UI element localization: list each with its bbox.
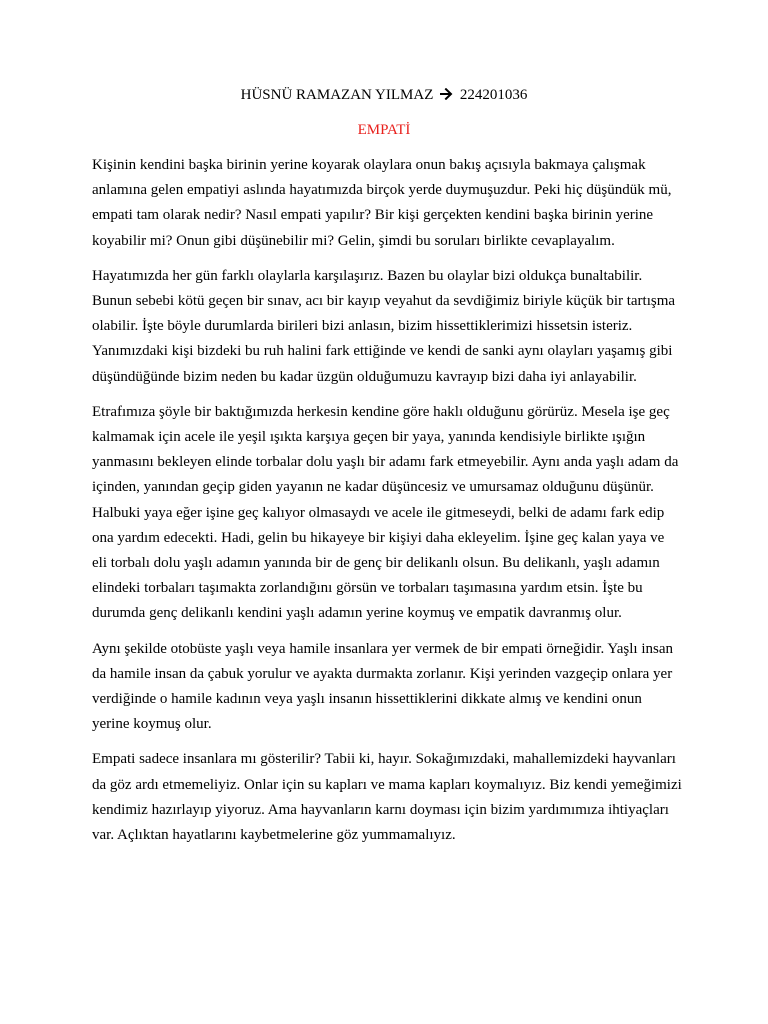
paragraph-1: Kişinin kendini başka birinin yerine koyarak olaylara onun bakış açısıyla bakmaya çalışmak anlamına gelen empatiyi aslında hayatımızda birçok yerde duymuşuzdur. Peki hiç düşündük mü, empati tam olarak nedir? Nasıl empati yapılır? Bir kişi gerçekten kendini başka birinin yerine koyabilir mi? Onun gibi düşünebilir mi? Gelin, şimdi bu soruları birlikte cevaplayalım.: [92, 157, 672, 249]
right-arrow-icon: [440, 85, 453, 105]
student-number: 224201036: [459, 87, 528, 103]
author-line: [0, 85, 768, 105]
document-body: [92, 153, 682, 858]
paragraph-2: Hayatımızda her gün farklı olaylarla karşılaşırız. Bazen bu olaylar bizi oldukça bunaltabilir. Bunun sebebi kötü geçen bir sınav, acı bir kayıp veyahut da sevdiğimiz biriyle küçük bir tartışma olabilir. İşte böyle durumlarda birileri bizi anlasın, bizim hissettiklerimizi hissetsin isteriz. Yanımızdaki kişi bizdeki bu ruh halini fark ettiğinde ve kendi de sanki aynı olayları yaşamış gibi düşündüğünde bizim neden bu kadar üzgün olduğumuzu kavrayıp bizi daha iyi anlayabilir.: [92, 267, 676, 385]
paragraph-5: Empati sadece insanlara mı gösterilir? Tabii ki, hayır. Sokağımızdaki, mahallemizdeki hayvanları da göz ardı etmemeliyiz. Onlar için su kapları ve mama kapları koymalıyız. Biz kendi yemeğimizi kendimiz hazırlayıp yiyoruz. Ama hayvanların karnı doyması için bizim yardımımıza ihtiyaçları var. Açlıktan hayatlarını kaybetmelerine göz yummamalıyız.: [92, 751, 682, 844]
paragraph-3: Etrafımıza şöyle bir baktığımızda herkesin kendine göre haklı olduğunu görürüz. Mesela işe geç kalmamak için acele ile yeşil ışıkta karşıya geçen bir yaya, yanında kendisiyle birlikte ışığın yanmasını bekleyen elinde torbalar dolu yaşlı bir adamı fark etmeyebilir. Aynı anda yaşlı adam da içinden, yanından geçip giden yayanın ne kadar düşüncesiz ve umursamaz olduğunu düşünür. Halbuki yaya eğer işine geç kalıyor olmasaydı ve acele ile gitmeseydi, belki de adamı fark edip ona yardım edecekti. Hadi, gelin bu hikayeye bir kişiyi daha ekleyelim. İşine geç kalan yaya ve eli torbalı dolu yaşlı adamın yanında bir de genç bir delikanlı olsun. Bu delikanlı, yaşlı adamın elindeki torbaları taşımakta zorlandığını görsün ve torbaları taşımasına yardım etsin. İşte bu durumda genç delikanlı kendini yaşlı adamın yerine koymuş ve empatik davranmış olur.: [92, 403, 679, 622]
paragraph-4: Aynı şekilde otobüste yaşlı veya hamile insanlara yer vermek de bir empati örneğidir. Yaşlı insan da hamile insan da çabuk yorulur ve ayakta durmakta zorlanır. Kişi yerinden vazgeçip onlara yer verdiğinde o hamile kadının veya yaşlı insanın hissettiklerini dikkate almış ve kendini onun yerine koymuş olur.: [92, 640, 673, 733]
document-title: EMPATİ: [357, 122, 411, 138]
author-name: HÜSNÜ RAMAZAN YILMAZ: [240, 87, 434, 103]
